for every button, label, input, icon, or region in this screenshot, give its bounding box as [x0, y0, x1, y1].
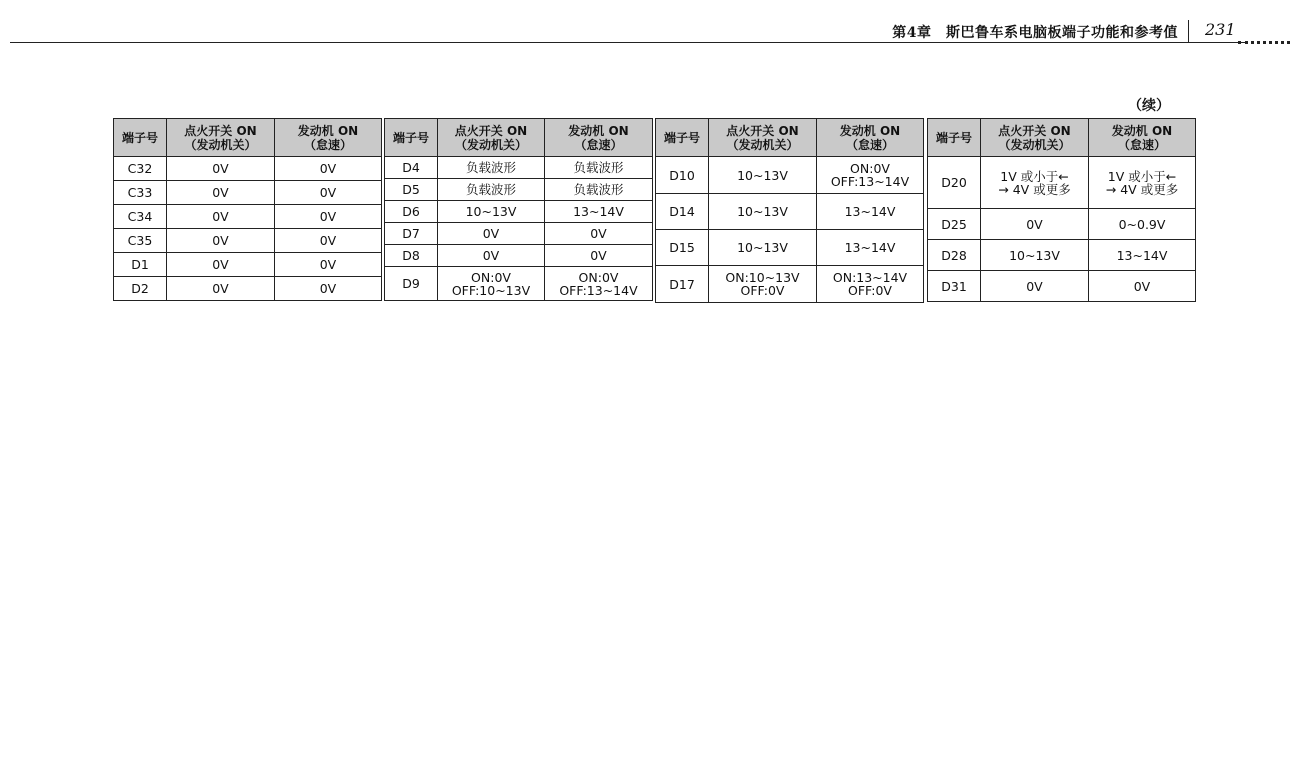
header-separator — [1188, 20, 1189, 42]
terminal-cell: D14 — [656, 194, 709, 230]
terminal-cell: D28 — [928, 240, 981, 271]
col-header-ignition-on: 点火开关 ON （发动机关） — [167, 119, 275, 157]
page-number: 231 — [1205, 20, 1236, 39]
ignition-value-cell: 负载波形 — [438, 157, 545, 179]
ignition-value-cell: 0V — [167, 229, 275, 253]
terminal-cell: D25 — [928, 209, 981, 240]
ignition-value-cell: 10~13V — [709, 230, 817, 266]
terminal-table-3 — [655, 118, 924, 303]
engine-value-cell: 0V — [545, 223, 653, 245]
terminal-cell: C35 — [114, 229, 167, 253]
terminal-cell: D9 — [385, 267, 438, 301]
terminal-table-2 — [384, 118, 653, 301]
table-row — [114, 253, 382, 277]
chapter-title: 第4章 斯巴鲁车系电脑板端子功能和参考值 — [892, 25, 1178, 41]
table-row — [385, 179, 653, 201]
table-row — [656, 230, 924, 266]
header-rule — [10, 42, 1245, 43]
engine-value-cell: 0V — [275, 205, 382, 229]
terminal-table-1 — [113, 118, 382, 301]
ignition-value-cell: ON:0V OFF:10~13V — [438, 267, 545, 301]
table-row — [928, 157, 1196, 209]
engine-value-cell: 13~14V — [817, 230, 924, 266]
terminal-cell: C34 — [114, 205, 167, 229]
terminal-cell: D5 — [385, 179, 438, 201]
terminal-cell: D15 — [656, 230, 709, 266]
engine-value-cell: 0V — [275, 181, 382, 205]
terminal-cell: D6 — [385, 201, 438, 223]
table-row — [928, 240, 1196, 271]
col-header-terminal: 端子号 — [114, 119, 167, 157]
engine-value-cell: 负载波形 — [545, 157, 653, 179]
ignition-value-cell: 0V — [167, 157, 275, 181]
table-row — [114, 181, 382, 205]
ignition-value-cell: 10~13V — [981, 240, 1089, 271]
table-header-row — [656, 119, 924, 157]
engine-value-cell: 0V — [275, 277, 382, 301]
terminal-cell: D7 — [385, 223, 438, 245]
col-header-engine-on: 发动机 ON （怠速） — [545, 119, 653, 157]
ignition-value-cell: 负载波形 — [438, 179, 545, 201]
ignition-value-cell: 0V — [167, 253, 275, 277]
engine-value-cell: 0V — [545, 245, 653, 267]
terminal-cell: D2 — [114, 277, 167, 301]
ignition-value-cell: 10~13V — [709, 194, 817, 230]
terminal-cell: C33 — [114, 181, 167, 205]
engine-value-cell: 0~0.9V — [1089, 209, 1196, 240]
header-dotted-rule — [1238, 41, 1290, 44]
terminal-cell: D8 — [385, 245, 438, 267]
terminal-cell: C32 — [114, 157, 167, 181]
ignition-value-cell: 0V — [438, 223, 545, 245]
table-row — [656, 157, 924, 194]
engine-value-cell: ON:0V OFF:13~14V — [545, 267, 653, 301]
engine-value-cell: 13~14V — [1089, 240, 1196, 271]
terminal-cell: D1 — [114, 253, 167, 277]
table-row — [385, 157, 653, 179]
table-row — [928, 271, 1196, 302]
ignition-value-cell: 0V — [981, 271, 1089, 302]
table-row — [114, 277, 382, 301]
ignition-value-cell: 0V — [167, 205, 275, 229]
col-header-ignition-on: 点火开关 ON （发动机关） — [981, 119, 1089, 157]
engine-value-cell: ON:13~14V OFF:0V — [817, 266, 924, 303]
table-row — [656, 194, 924, 230]
terminal-cell: D10 — [656, 157, 709, 194]
engine-value-cell: 0V — [275, 253, 382, 277]
col-header-terminal: 端子号 — [656, 119, 709, 157]
ignition-value-cell: ON:10~13V OFF:0V — [709, 266, 817, 303]
ignition-value-cell: 10~13V — [709, 157, 817, 194]
continued-label: （续） — [1128, 98, 1170, 114]
terminal-cell: D20 — [928, 157, 981, 209]
table-row — [385, 223, 653, 245]
terminal-table-4 — [927, 118, 1196, 302]
table-row — [656, 266, 924, 303]
table-header-row — [114, 119, 382, 157]
col-header-engine-on: 发动机 ON （怠速） — [1089, 119, 1196, 157]
col-header-terminal: 端子号 — [385, 119, 438, 157]
engine-value-cell: 0V — [275, 157, 382, 181]
col-header-ignition-on: 点火开关 ON （发动机关） — [438, 119, 545, 157]
ignition-value-cell: 0V — [981, 209, 1089, 240]
table-row — [114, 229, 382, 253]
table-header-row — [385, 119, 653, 157]
ignition-value-cell: 0V — [167, 277, 275, 301]
table-header-row — [928, 119, 1196, 157]
engine-value-cell: 负载波形 — [545, 179, 653, 201]
engine-value-cell: 1V 或小于← → 4V 或更多 — [1089, 157, 1196, 209]
ignition-value-cell: 1V 或小于← → 4V 或更多 — [981, 157, 1089, 209]
terminal-cell: D31 — [928, 271, 981, 302]
engine-value-cell: ON:0V OFF:13~14V — [817, 157, 924, 194]
table-row — [114, 157, 382, 181]
ignition-value-cell: 0V — [438, 245, 545, 267]
table-row — [385, 201, 653, 223]
ignition-value-cell: 10~13V — [438, 201, 545, 223]
col-header-terminal: 端子号 — [928, 119, 981, 157]
ignition-value-cell: 0V — [167, 181, 275, 205]
terminal-cell: D17 — [656, 266, 709, 303]
engine-value-cell: 0V — [1089, 271, 1196, 302]
engine-value-cell: 0V — [275, 229, 382, 253]
table-row — [385, 245, 653, 267]
terminal-cell: D4 — [385, 157, 438, 179]
page-header — [0, 0, 1300, 50]
col-header-engine-on: 发动机 ON （怠速） — [817, 119, 924, 157]
table-row — [928, 209, 1196, 240]
col-header-ignition-on: 点火开关 ON （发动机关） — [709, 119, 817, 157]
col-header-engine-on: 发动机 ON （怠速） — [275, 119, 382, 157]
table-row — [385, 267, 653, 301]
engine-value-cell: 13~14V — [545, 201, 653, 223]
engine-value-cell: 13~14V — [817, 194, 924, 230]
table-row — [114, 205, 382, 229]
